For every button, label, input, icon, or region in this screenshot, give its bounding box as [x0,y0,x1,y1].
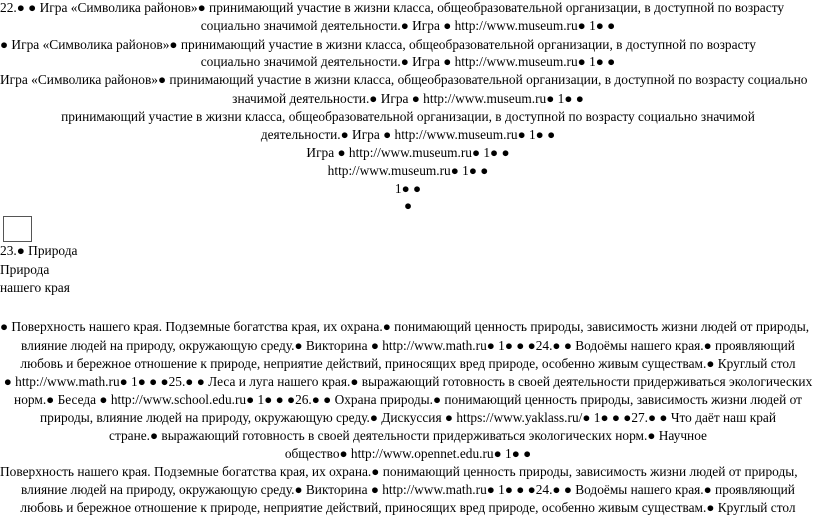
text-line: значимой деятельности.● Игра ● http://www.museum.ru● 1● ● [232,91,584,106]
section-heading: 23.● Природа [0,243,78,258]
text-line: принимающий участие в жизни класса, общеобразовательной организации, в доступной по возрасту социально значимой [61,109,755,124]
text-line: ● Игра «Символика районов»● принимающий участие в жизни класса, общеобразовательной организации, в доступной по возрасту [0,37,756,52]
text-line: ● http://www.math.ru● 1● ● ●25.● ● Леса и луга нашего края.● выражающий готовность в своей деятельности придерживаться экологических [3,374,813,389]
text-line: стране.● выражающий готовность в своей деятельности придерживаться экологических норм.● Научное [109,428,707,443]
text-line: социально значимой деятельности.● Игра ● http://www.museum.ru● 1● ● [200,18,616,33]
text-line: Игра «Символика районов»● принимающий участие в жизни класса, общеобразовательной организации, в доступной по возрасту социально [0,72,808,87]
text-line: деятельности.● Игра ● http://www.museum.ru● 1● ● [260,127,556,142]
text-line: http://www.museum.ru● 1● ● [327,163,489,178]
text-line: 22.● ● Игра «Символика районов»● принимающий участие в жизни класса, общеобразовательной организации, в доступной по возрасту [0,0,785,15]
text-line: влияние людей на природу, окружающую среду.● Викторина ● http://www.math.ru● 1● ● ●24.● ● Водоёмы нашего края.● проявляющий [21,482,795,497]
text-line: природы, влияние людей на природу, окружающую среду.● Дискуссия ● https://www.yaklass.ru/● 1● ● ●27.● ● Что даёт наш край [40,410,776,425]
text-line: 1● ● [394,181,422,196]
text-line: ● [403,198,413,213]
text-line: ● Поверхность нашего края. Подземные богатства края, их охрана.● понимающий ценность природы, зависимость жизни людей от природы, [0,319,810,334]
image-placeholder [3,216,32,242]
text-line: социально значимой деятельности.● Игра ● http://www.museum.ru● 1● ● [200,54,616,69]
section-title-line: Природа [0,262,50,277]
section-title-line: нашего края [0,280,70,295]
text-line: Игра ● http://www.museum.ru● 1● ● [306,145,510,160]
text-line: любовь и бережное отношение к природе, неприятие действий, приносящих вред природе, особенно живым существам.● Круглый стол [20,500,796,515]
text-line: любовь и бережное отношение к природе, неприятие действий, приносящих вред природе, особенно живым существам.● Круглый стол [20,356,796,371]
text-line: норм.● Беседа ● http://www.school.edu.ru● 1● ● ●26.● ● Охрана природы.● понимающий ценность природы, зависимость жизни людей от [14,392,802,407]
text-line: Поверхность нашего края. Подземные богатства края, их охрана.● понимающий ценность природы, зависимость жизни людей от природы, [0,464,798,479]
text-line: общество● http://www.opennet.edu.ru● 1● ● [284,446,532,461]
text-line: влияние людей на природу, окружающую среду.● Викторина ● http://www.math.ru● 1● ● ●24.● ● Водоёмы нашего края.● проявляющий [21,338,795,353]
